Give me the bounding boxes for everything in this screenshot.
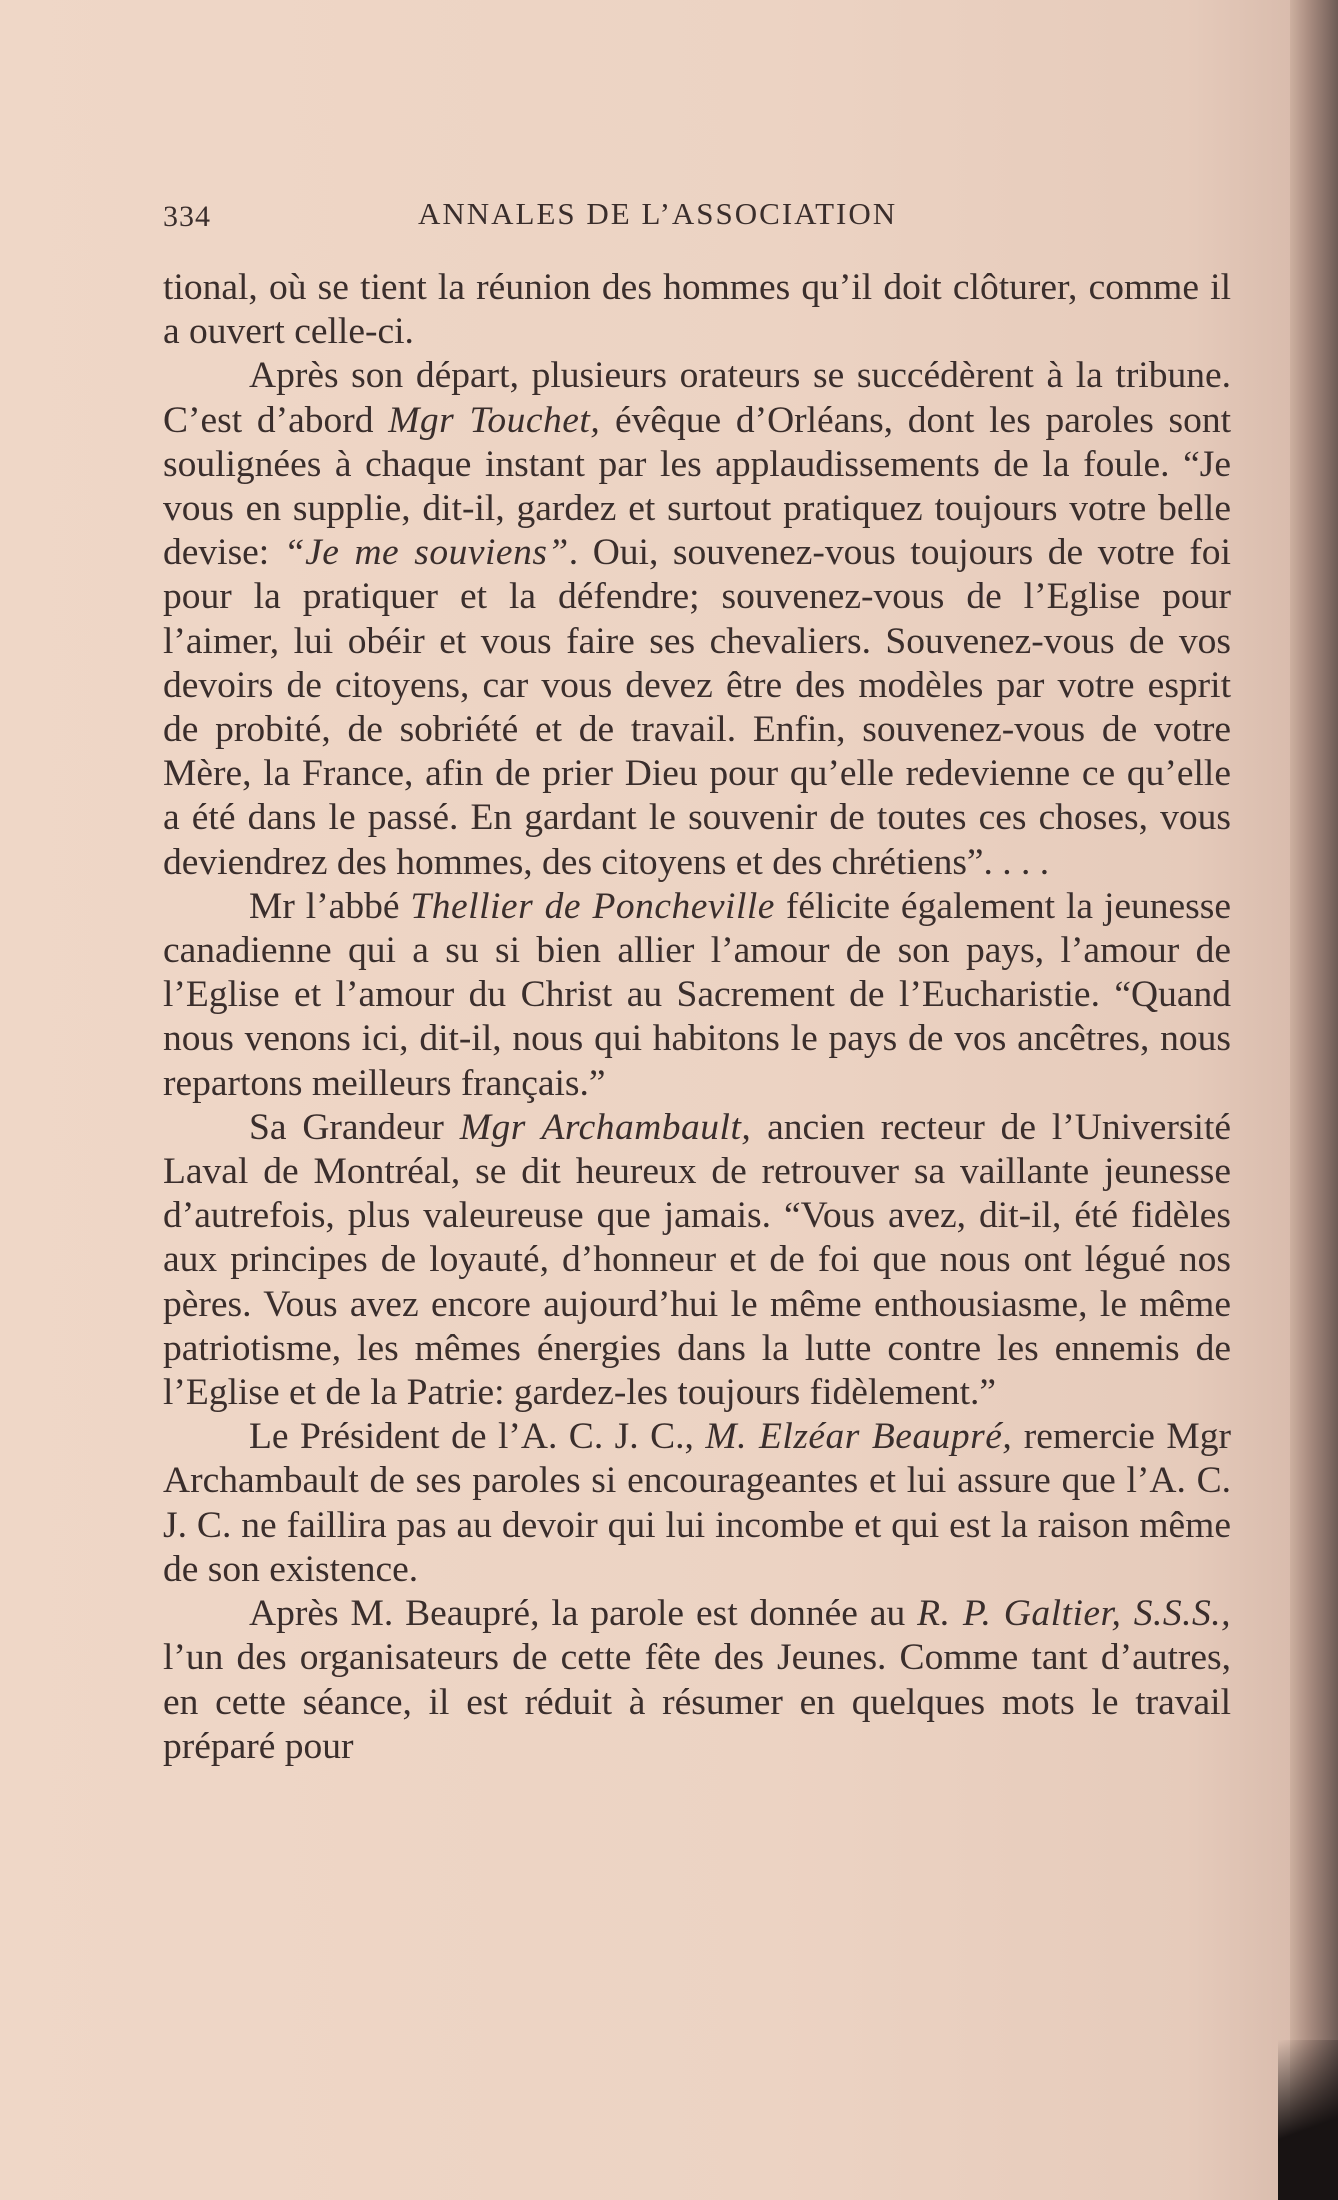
italic-name: Mgr Archambault,	[459, 1106, 752, 1148]
page-number: 334	[163, 200, 211, 233]
text-run: Sa Grandeur	[249, 1106, 460, 1148]
paragraph	[163, 354, 1231, 884]
text-run: Après M. Beaupré, la parole est donnée au	[249, 1593, 918, 1635]
book-binding-shadow	[1278, 2040, 1338, 2200]
italic-name: Mgr Touchet,	[388, 399, 601, 441]
italic-name: Thellier de Poncheville	[410, 885, 775, 927]
text-run: l’un des organisateurs de cette fête des Jeunes. Comme tant d’autres, en cette séance, il est réduit à résumer en quelques mots le travail préparé pour	[163, 1637, 1231, 1767]
paragraph	[163, 1415, 1231, 1592]
text-run: Mr l’abbé	[249, 885, 411, 927]
text-run: . Oui, souvenez-vous toujours de votre foi pour la pratiquer et la défendre; souvenez-vous de l’Eglise pour l’aimer, lui obéir et vous faire ses chevaliers. Souvenez-vous de vos devoirs de citoyens, car vous devez être des modèles par votre esprit de probité, de sobriété et de travail. Enfin, souvenez-vous de votre Mère, la France, afin de prier Dieu pour qu’elle redevienne ce qu’elle a été dans le passé. En gardant le souvenir de toutes ces choses, vous deviendrez des hommes, des citoyens et des chrétiens”. . . .	[163, 532, 1231, 883]
text-run: ancien recteur de l’Université Laval de Montréal, se dit heureux de retrouver sa vaillante jeunesse d’autrefois, plus valeureuse que jamais. “Vous avez, dit-il, été fidèles aux principes de loyauté, d’honneur et de foi que nous ont légué nos pères. Vous avez encore aujourd’hui le même enthousiasme, le même patriotisme, les mêmes énergies dans la lutte contre les ennemis de l’Eglise et de la Patrie: gardez-les toujours fidèlement.”	[163, 1106, 1232, 1414]
paragraph	[163, 266, 1231, 354]
text-run: évêque d’Orléans, dont les paroles sont soulignées à chaque instant par les applaudissements de la foule. “Je vous en supplie, dit-il, gardez et surtout pratiquez toujours votre belle devise:	[163, 399, 1232, 574]
text-run: tional, où se tient la réunion des hommes qu’il doit clôturer, comme il a ouvert celle-ci.	[163, 267, 1231, 353]
page-header	[163, 196, 1233, 240]
text-run: remercie Mgr Archambault de ses paroles si encourageantes et lui assure que l’A. C. J. C. ne faillira pas au devoir qui lui incombe et qui est la raison même de son existence.	[163, 1416, 1231, 1590]
italic-name: M. Elzéar Beaupré,	[705, 1416, 1013, 1458]
italic-name: R. P. Galtier, S.S.S.,	[917, 1593, 1231, 1635]
paragraph	[163, 885, 1231, 1106]
paragraph	[163, 1106, 1231, 1415]
text-run: félicite également la jeunesse canadienne qui a su si bien allier l’amour de son pays, l’amour de l’Eglise et l’amour du Christ au Sacrement de l’Eucharistie. “Quand nous venons ici, dit-il, nous qui habitons le pays de vos ancêtres, nous repartons meilleurs français.”	[163, 885, 1231, 1104]
paragraph	[163, 1592, 1231, 1769]
text-run: Après son départ, plusieurs orateurs se succédèrent à la tribune. C’est d’abord	[163, 355, 1231, 441]
page-edge-shadow	[1290, 0, 1338, 2200]
italic-name: “Je me souviens”	[283, 532, 569, 574]
running-title: ANNALES DE L’ASSOCIATION	[418, 196, 898, 231]
text-run: Le Président de l’A. C. J. C.,	[249, 1416, 706, 1458]
body-text	[163, 266, 1231, 1769]
